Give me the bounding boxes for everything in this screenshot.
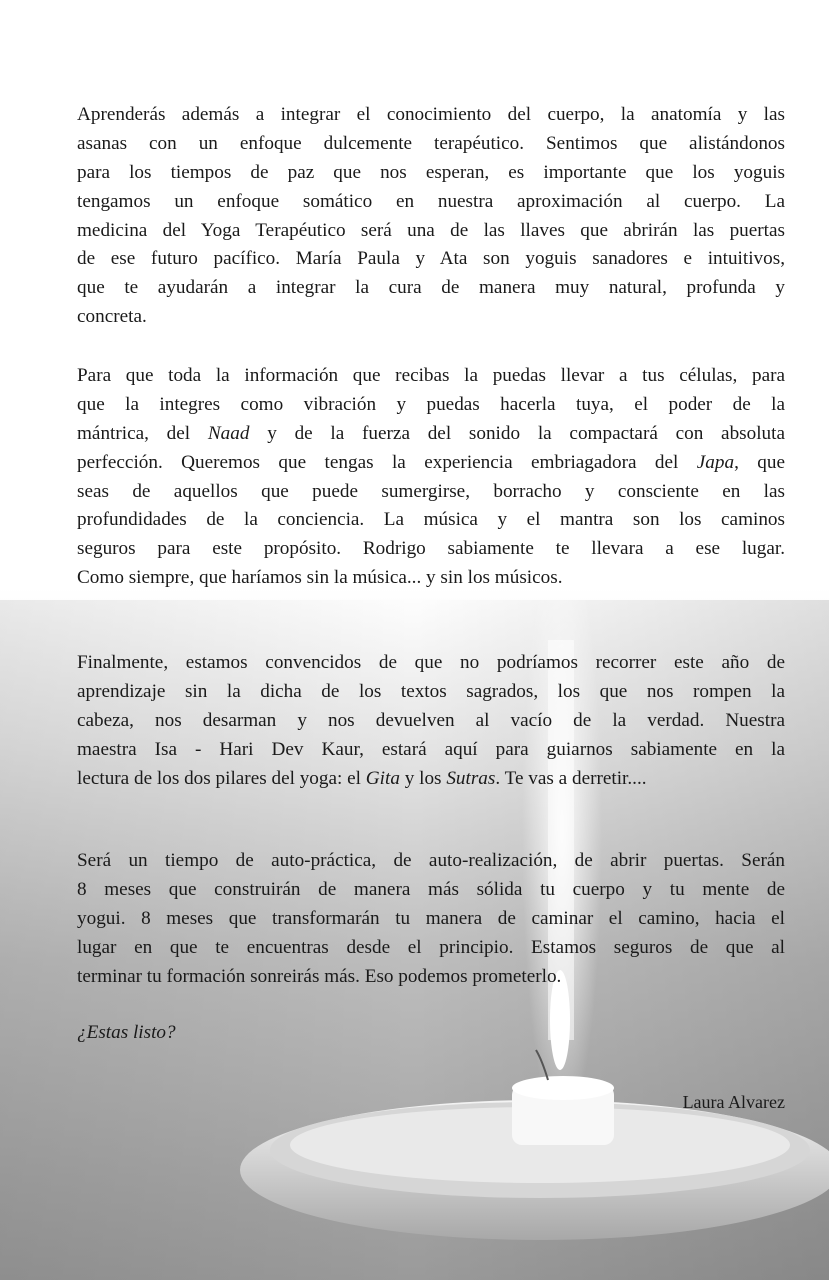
text-run: maestra Isa - Hari Dev Kaur, estará aquí para guiarnos sabiamente en la xyxy=(77,738,785,760)
text-run: Como siempre, que haríamos sin la música... y sin los músicos. xyxy=(77,567,563,589)
text-line xyxy=(77,101,785,130)
text-line xyxy=(77,905,785,934)
text-run: lectura de los dos pilares del yoga: el xyxy=(77,767,366,789)
text-line xyxy=(77,963,785,992)
text-run: Finalmente, estamos convencidos de que no podríamos recorrer este año de xyxy=(77,652,785,673)
text-line xyxy=(77,217,785,246)
text-line xyxy=(77,478,785,507)
text-run: cabeza, nos desarman y nos devuelven al vacío de la verdad. Nuestra xyxy=(77,709,785,731)
text-run: y de la fuerza del sonido la compactará con absoluta xyxy=(249,422,786,444)
text-run: para los tiempos de paz que nos esperan, es importante que los yoguis xyxy=(77,161,785,183)
text-line xyxy=(77,159,785,188)
text-line xyxy=(77,362,785,391)
text-line xyxy=(77,765,785,794)
text-run: concreta. xyxy=(77,306,147,328)
text-run: Será un tiempo de auto-práctica, de auto-realización, de abrir puertas. Serán xyxy=(77,850,785,871)
text-run: tengamos un enfoque somático en nuestra aproximación al cuerpo. La xyxy=(77,190,785,212)
paragraph-self-practice xyxy=(77,847,785,991)
paragraph-mantra-music xyxy=(77,362,785,593)
text-line xyxy=(77,245,785,274)
text-line xyxy=(77,876,785,905)
text-run: que la integres como vibración y puedas hacerla tuya, el poder de la xyxy=(77,393,785,415)
text-line xyxy=(77,678,785,707)
text-line xyxy=(77,847,785,876)
text-run: 8 meses que construirán de manera más sólida tu cuerpo y tu mente de xyxy=(77,878,785,900)
text-run: que te ayudarán a integrar la cura de manera muy natural, profunda y xyxy=(77,277,785,299)
text-run: , que xyxy=(734,451,785,473)
text-run: lugar en que te encuentras desde el principio. Estamos seguros de que al xyxy=(77,936,785,958)
text-run: medicina del Yoga Terapéutico será una de las llaves que abrirán las puertas xyxy=(77,219,785,241)
text-line xyxy=(77,736,785,765)
text-line xyxy=(77,506,785,535)
text-run: perfección. Queremos que tengas la experiencia embriagadora del xyxy=(77,451,697,473)
text-run: y los xyxy=(399,767,447,789)
text-run: seas de aquellos que puede sumergirse, borracho y consciente en las xyxy=(77,480,785,502)
text-line xyxy=(77,303,785,332)
text-run: aprendizaje sin la dicha de los textos sagrados, los que nos rompen la xyxy=(77,680,785,702)
text-run: Para que toda la información que recibas la puedas llevar a tus células, para xyxy=(77,365,785,386)
text-line xyxy=(77,188,785,217)
text-run: terminar tu formación sonreirás más. Eso podemos prometerlo. xyxy=(77,965,562,987)
text-run: mántrica, del xyxy=(77,422,208,444)
text-line xyxy=(77,649,785,678)
text-run: yogui. 8 meses que transformarán tu manera de caminar el camino, hacia el xyxy=(77,907,785,929)
text-run: de ese futuro pacífico. María Paula y Ata son yoguis sanadores e intuitivos, xyxy=(77,248,785,270)
text-line xyxy=(77,449,785,478)
text-run: Aprenderás además a integrar el conocimiento del cuerpo, la anatomía y las xyxy=(77,104,785,125)
italic-term: Gita xyxy=(365,767,400,789)
text-run: . Te vas a derretir.... xyxy=(495,767,647,789)
text-run: seguros para este propósito. Rodrigo sabiamente te llevara a ese lugar. xyxy=(77,538,785,560)
text-line xyxy=(77,391,785,420)
paragraph-sacred-texts xyxy=(77,649,785,793)
italic-term: Naad xyxy=(207,422,250,444)
text-line xyxy=(77,707,785,736)
text-line xyxy=(77,564,785,593)
italic-term: Japa xyxy=(696,451,735,473)
text-run: asanas con un enfoque dulcemente terapéutico. Sentimos que alistándonos xyxy=(77,132,785,154)
author-signature: Laura Alvarez xyxy=(682,1092,785,1112)
text-line xyxy=(77,274,785,303)
paragraph-therapeutic-yoga xyxy=(77,101,785,332)
text-line xyxy=(77,934,785,963)
closing-question: ¿Estas listo? xyxy=(77,1022,176,1043)
text-line xyxy=(77,535,785,564)
text-line xyxy=(77,130,785,159)
text-run: profundidades de la conciencia. La música y el mantra son los caminos xyxy=(77,509,785,531)
text-line xyxy=(77,420,785,449)
italic-term: Sutras xyxy=(446,767,496,789)
